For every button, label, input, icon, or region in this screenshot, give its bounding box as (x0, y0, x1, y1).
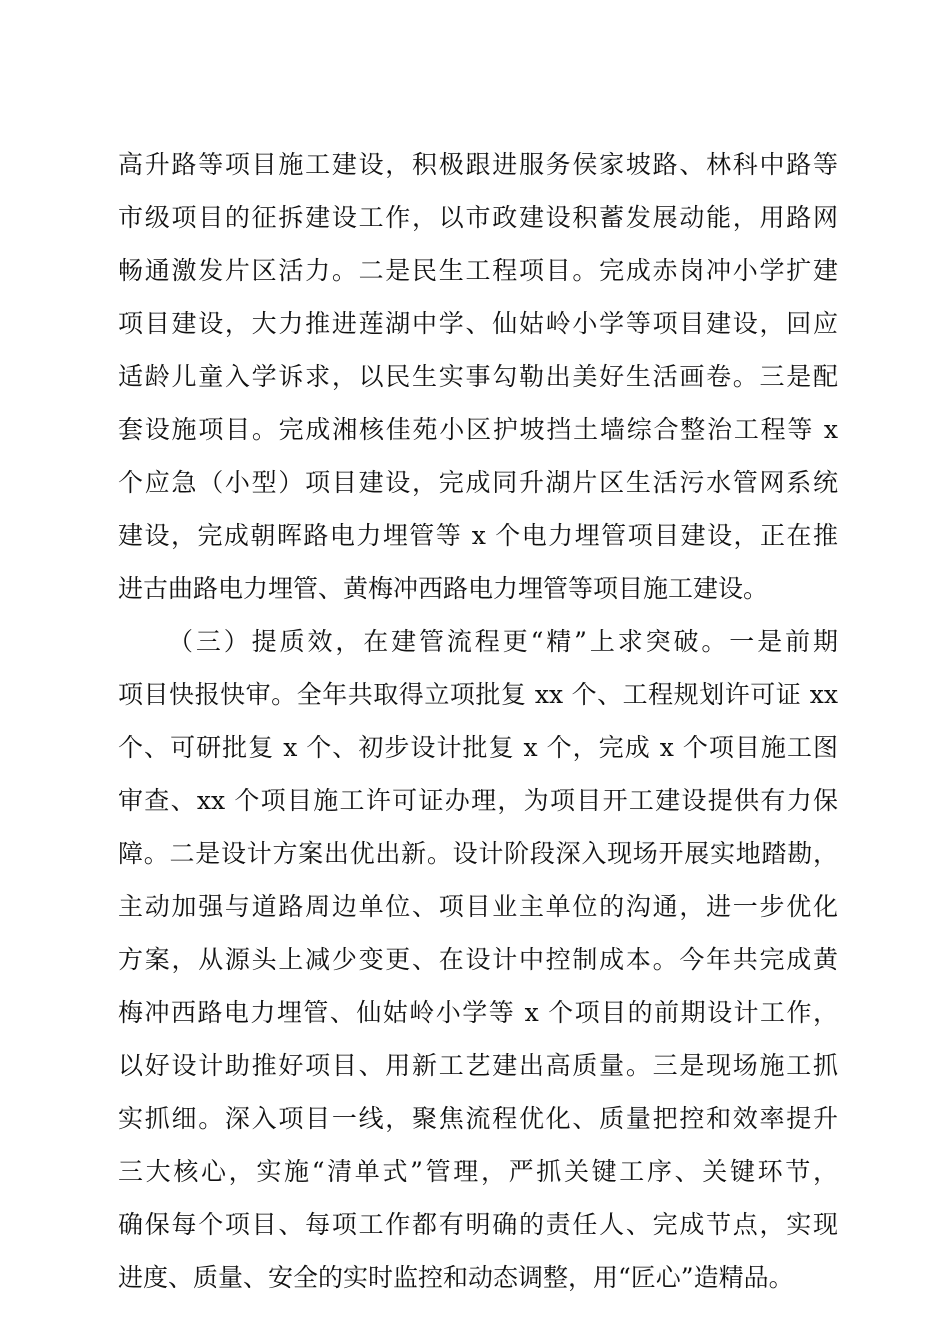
document-body (118, 138, 838, 1304)
paragraph-2-line: 三大核心，实施“清单式”管理，严抓关键工序、关键环节， (118, 1157, 838, 1186)
paragraph-2-line: 方案，从源头上减少变更、在设计中控制成本。今年共完成黄 (118, 945, 838, 974)
paragraph-1-line: 项目建设，大力推进莲湖中学、仙姑岭小学等项目建设，回应 (118, 309, 838, 338)
paragraph-2-line: 审查、xx 个项目施工许可证办理，为项目开工建设提供有力保 (118, 786, 838, 815)
paragraph-2-line: 实抓细。深入项目一线，聚焦流程优化、质量把控和效率提升 (118, 1104, 838, 1133)
paragraph-1-line: 高升路等项目施工建设，积极跟进服务侯家坡路、林科中路等 (118, 150, 838, 179)
paragraph-2-first-line-rest: 一是前期 (729, 627, 838, 656)
paragraph-2-line: 梅冲西路电力埋管、仙姑岭小学等 x 个项目的前期设计工作， (118, 998, 838, 1027)
paragraph-1-line: 套设施项目。完成湘核佳苑小区护坡挡土墙综合整治工程等 x (118, 415, 838, 444)
paragraph-2-line: 个、可研批复 x 个、初步设计批复 x 个，完成 x 个项目施工图 (118, 733, 838, 762)
paragraph-2-line: 以好设计助推好项目、用新工艺建出高质量。三是现场施工抓 (118, 1051, 838, 1080)
section-heading: （三）提质效，在建管流程更“精”上求突破。 (168, 627, 730, 656)
paragraph-1-line: 适龄儿童入学诉求，以民生实事勾勒出美好生活画卷。三是配 (118, 362, 838, 391)
paragraph-2-first-line (118, 615, 838, 668)
paragraph-2-line: 障。二是设计方案出优出新。设计阶段深入现场开展实地踏勘， (118, 839, 838, 868)
paragraph-1-line: 市级项目的征拆建设工作，以市政建设积蓄发展动能，用路网 (118, 203, 838, 232)
paragraph-1-line: 畅通激发片区活力。二是民生工程项目。完成赤岗冲小学扩建 (118, 256, 838, 285)
paragraph-1-line: 个应急（小型）项目建设，完成同升湖片区生活污水管网系统 (118, 468, 838, 497)
paragraph-1-line: 建设，完成朝晖路电力埋管等 x 个电力埋管项目建设，正在推 (118, 521, 838, 550)
paragraph-2-line: 项目快报快审。全年共取得立项批复 xx 个、工程规划许可证 xx (118, 680, 838, 709)
paragraph-1-line: 进古曲路电力埋管、黄梅冲西路电力埋管等项目施工建设。 (118, 574, 769, 603)
paragraph-2-line: 进度、质量、安全的实时监控和动态调整，用“匠心”造精品。 (118, 1263, 794, 1292)
paragraph-2-line: 确保每个项目、每项工作都有明确的责任人、完成节点，实现 (118, 1210, 838, 1239)
paragraph-2-line: 主动加强与道路周边单位、项目业主单位的沟通，进一步优化 (118, 892, 838, 921)
